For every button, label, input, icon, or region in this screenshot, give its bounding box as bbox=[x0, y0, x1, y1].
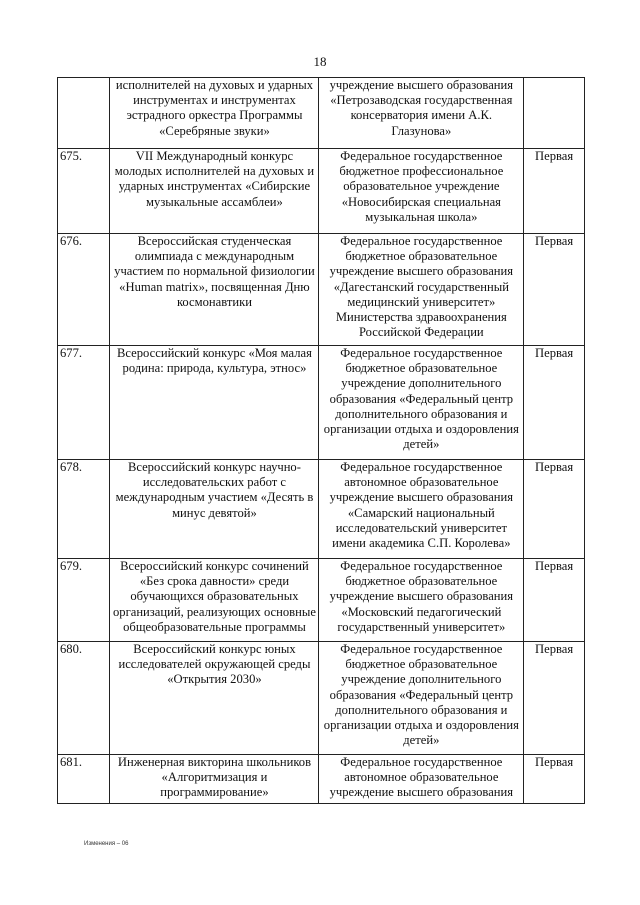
event-level: Первая bbox=[524, 149, 585, 234]
event-name: Всероссийский конкурс научно-исследовательских работ с международным участием «Десять в минус девятой» bbox=[110, 460, 319, 559]
row-number: 679. bbox=[58, 559, 110, 642]
event-name: Всероссийская студенческая олимпиада с международным участием по нормальной физиологии «Human matrix», посвященная Дню космонавтики bbox=[110, 234, 319, 346]
event-name: Всероссийский конкурс сочинений «Без срока давности» среди обучающихся образовательных организаций, реализующих основные общеобразовательные программы bbox=[110, 559, 319, 642]
event-level bbox=[524, 78, 585, 149]
event-name: исполнителей на духовых и ударных инструментах и инструментах эстрадного оркестра Программы «Серебряные звуки» bbox=[110, 78, 319, 149]
footer-revision-note: Изменения – 06 bbox=[84, 841, 129, 847]
event-name: Всероссийский конкурс юных исследователей окружающей среды «Открытия 2030» bbox=[110, 642, 319, 755]
organizer: Федеральное государственное автономное образовательное учреждение высшего образования «Самарский национальный исследовательский университет имени академика С.П. Королева» bbox=[319, 460, 524, 559]
row-number: 678. bbox=[58, 460, 110, 559]
event-name: Всероссийский конкурс «Моя малая родина: природа, культура, этнос» bbox=[110, 346, 319, 460]
organizer: Федеральное государственное бюджетное профессиональное образовательное учреждение «Новосибирская специальная музыкальная школа» bbox=[319, 149, 524, 234]
event-level: Первая bbox=[524, 460, 585, 559]
table-row bbox=[58, 642, 585, 755]
table-row bbox=[58, 234, 585, 346]
row-number: 677. bbox=[58, 346, 110, 460]
event-level: Первая bbox=[524, 559, 585, 642]
organizer: Федеральное государственное бюджетное образовательное учреждение дополнительного образования «Федеральный центр дополнительного образования и организации отдыха и оздоровления детей» bbox=[319, 642, 524, 755]
table-row bbox=[58, 755, 585, 804]
table-row bbox=[58, 78, 585, 149]
row-number: 680. bbox=[58, 642, 110, 755]
table-row bbox=[58, 149, 585, 234]
event-name: VII Международный конкурс молодых исполнителей на духовых и ударных инструментах «Сибирские музыкальные ассамблеи» bbox=[110, 149, 319, 234]
page-number: 18 bbox=[313, 54, 327, 69]
row-number bbox=[58, 78, 110, 149]
table-row bbox=[58, 460, 585, 559]
table-row bbox=[58, 559, 585, 642]
olympiad-list-table bbox=[57, 77, 585, 804]
organizer: Федеральное государственное автономное образовательное учреждение высшего образования bbox=[319, 755, 524, 804]
event-level: Первая bbox=[524, 755, 585, 804]
row-number: 675. bbox=[58, 149, 110, 234]
event-level: Первая bbox=[524, 234, 585, 346]
organizer: Федеральное государственное бюджетное образовательное учреждение высшего образования «Дагестанский государственный медицинский университет» Министерства здравоохранения Российской Федерации bbox=[319, 234, 524, 346]
row-number: 676. bbox=[58, 234, 110, 346]
table-row bbox=[58, 346, 585, 460]
event-level: Первая bbox=[524, 346, 585, 460]
organizer: учреждение высшего образования «Петрозаводская государственная консерватория имени А.К. Глазунова» bbox=[319, 78, 524, 149]
event-name: Инженерная викторина школьников «Алгоритмизация и программирование» bbox=[110, 755, 319, 804]
organizer: Федеральное государственное бюджетное образовательное учреждение высшего образования «Московский педагогический государственный университет» bbox=[319, 559, 524, 642]
event-level: Первая bbox=[524, 642, 585, 755]
row-number: 681. bbox=[58, 755, 110, 804]
organizer: Федеральное государственное бюджетное образовательное учреждение дополнительного образования «Федеральный центр дополнительного образования и организации отдыха и оздоровления детей» bbox=[319, 346, 524, 460]
